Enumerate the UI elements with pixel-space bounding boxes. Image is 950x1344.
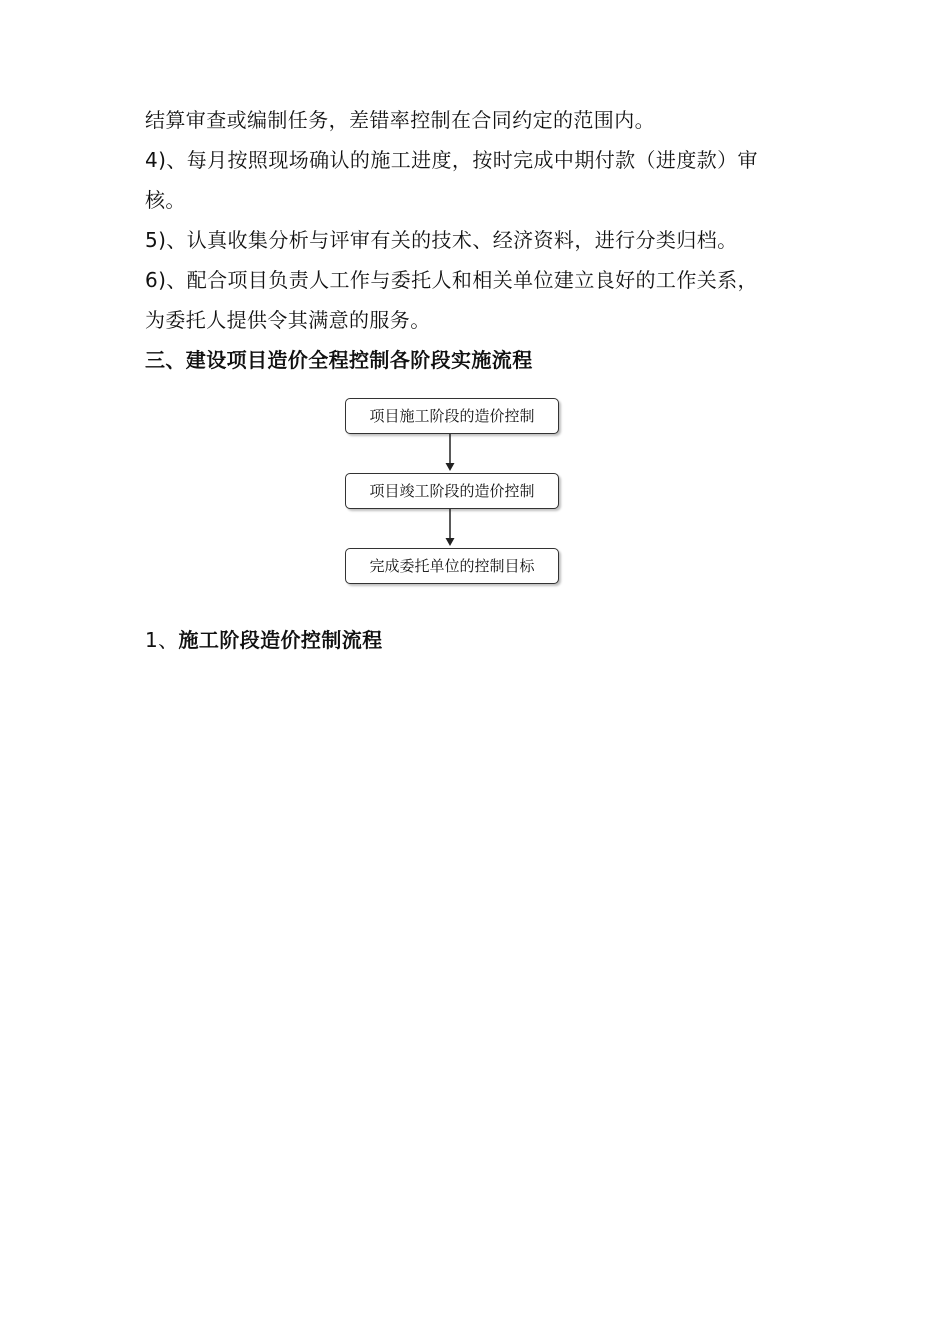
paragraph-line-2: 4)、每月按照现场确认的施工进度，按时完成中期付款（进度款）审 — [145, 148, 758, 172]
flow-step-construction: 项目施工阶段的造价控制 — [345, 398, 559, 434]
flow-step-target: 完成委托单位的控制目标 — [345, 548, 559, 584]
subsection-heading — [145, 620, 383, 660]
flow-step-completion: 项目竣工阶段的造价控制 — [345, 473, 559, 509]
paragraph-line-4: 5)、认真收集分析与评审有关的技术、经济资料，进行分类归档。 — [145, 228, 738, 252]
section-heading: 三、建设项目造价全程控制各阶段实施流程 — [145, 348, 533, 372]
flow-arrow-down-icon — [444, 509, 456, 547]
subsection-number: 1、 — [145, 628, 179, 652]
paragraph-line-1: 结算审查或编制任务，差错率控制在合同约定的范围内。 — [145, 108, 655, 132]
subsection-title: 施工阶段造价控制流程 — [178, 628, 383, 652]
paragraph-line-5: 6)、配合项目负责人工作与委托人和相关单位建立良好的工作关系， — [145, 268, 758, 292]
paragraph-line-3: 核。 — [145, 188, 186, 212]
flow-arrow-down-icon — [444, 434, 456, 472]
flowchart — [340, 395, 566, 590]
paragraph-line-6: 为委托人提供令其满意的服务。 — [145, 308, 431, 332]
